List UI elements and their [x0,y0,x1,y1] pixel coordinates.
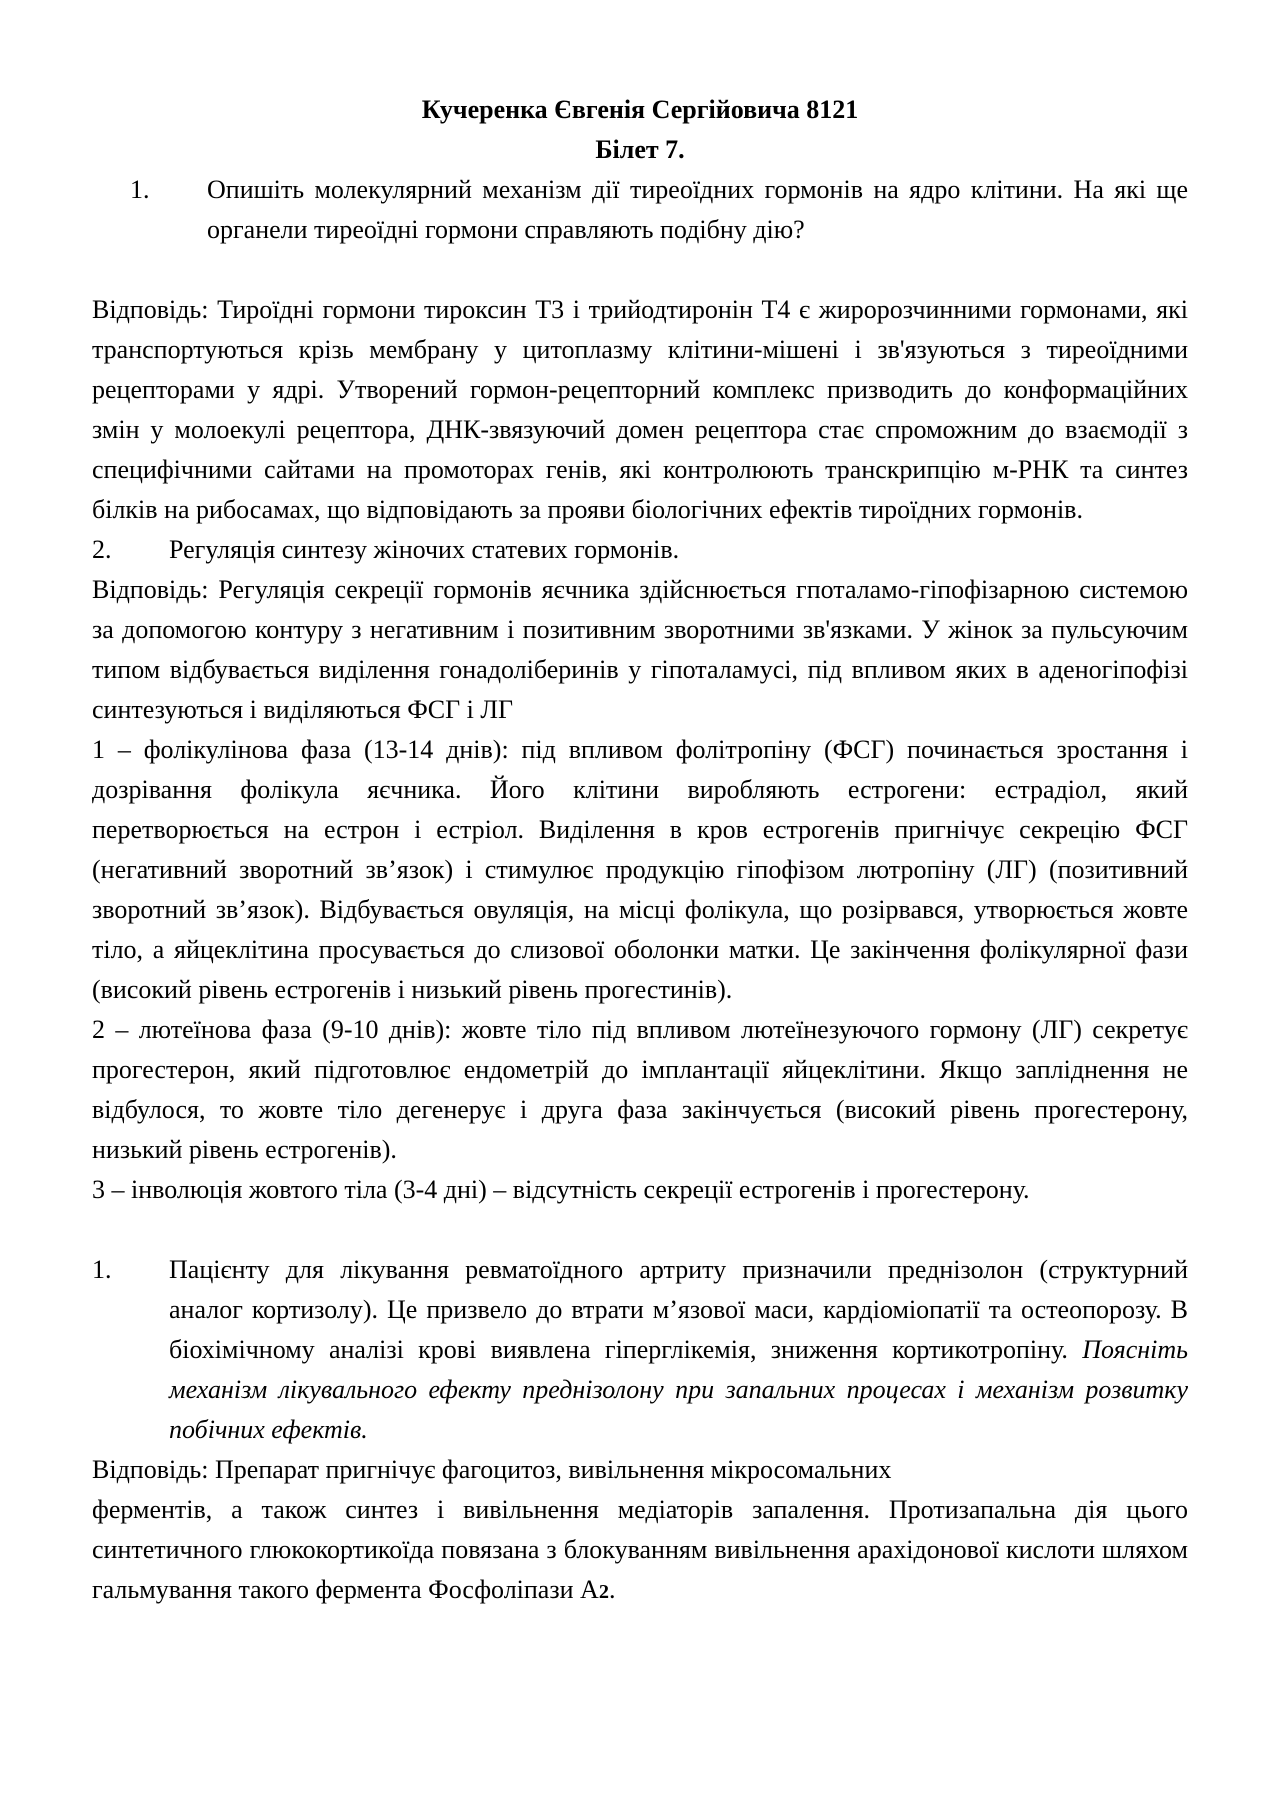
answer-3-subscript: 2 [598,1581,609,1603]
question-1-number: 1. [130,175,150,204]
answer-3-rest [92,1490,1188,1612]
question-3-text-plain: Пацієнту для лікування ревматоїдного артриту призначили преднізолон (структурний аналог кортизолу). Це призвело до втрати м’язової маси, кардіоміопатії та остеопорозу. В біохімічному аналізі крові виявлена гіперглікемія, зниження кортикотропіну. [169,1255,1188,1364]
question-3-text [169,1250,1188,1450]
question-3 [92,1250,1188,1450]
answer-1: Відповідь: Тироїдні гормони тироксин Т3 і трийодтиронін Т4 є жиророзчинними гормонами, які транспортуються крізь мембрану у цитоплазму клітини-мішені і зв'язуються з тиреоїдними рецепторами у ядрі. Утворений гормон-рецепторний комплекс призводить до конформаційних змін у молоекулі рецептора, ДНК-звязуючий домен рецептора стає спроможним до взаємодії з специфічними сайтами на промоторах генів, які контролюють транскрипцію м-РНК та синтез білків на рибосамах, що відповідають за прояви біологічних ефектів тироїдних гормонів. [92,295,1188,524]
answer-3-end: . [608,1575,616,1604]
question-2-number: 2. [92,535,112,564]
question-1 [92,170,1188,250]
answer-2-phase-2: 2 – лютеїнова фаза (9-10 днів): жовте тіло під впливом лютеїнезуючого гормону (ЛГ) секретує прогестерон, який підготовлює ендометрій до імплантації яйцеклітини. Якщо запліднення не відбулося, то жовте тіло дегенерує і друга фаза закінчується (високий рівень прогестерону, низький рівень естрогенів). [92,1015,1188,1164]
spacer [92,1210,1188,1250]
question-2 [92,530,1188,570]
answer-2-phase-1: 1 – фолікулінова фаза (13-14 днів): під впливом фолітропіну (ФСГ) починається зростання і дозрівання фолікула яєчника. Його клітини виробляють естрогени: естрадіол, який перетворюється на естрон і естріол. Виділення в кров естрогенів пригнічує секрецію ФСГ (негативний зворотний зв’язок) і стимулює продукцію гіпофізом лютропіну (ЛГ) (позитивний зворотний зв’язок). Відбувається овуляція, на місці фолікула, що розірвався, утворюється жовте тіло, а яйцеклітина просувається до слизової оболонки матки. Це закінчення фолікулярної фази (високий рівень естрогенів і низький рівень прогестинів). [92,735,1188,1004]
question-3-task: Поясніть механізм лікувального ефекту преднізолону при запальних процесах і механізм розвитку побічних ефектів. [169,1335,1188,1444]
question-3-number: 1. [92,1255,112,1284]
answer-3-rest-text: ферментів, а також синтез і вивільнення медіаторів запалення. Протизапальна дія цього синтетичного глюкокортикоїда повязана з блокуванням вивільнення арахідонової кислоти шляхом гальмування такого фермента Фосфоліпази А [92,1495,1188,1604]
author-heading: Кучеренка Євгенія Сергійовича 8121 [421,95,859,124]
spacer [92,250,1188,290]
question-1-text: Опишіть молекулярний механізм дії тиреоїдних гормонів на ядро клітини. На які ще органели тиреоїдні гормони справляють подібну дію? [207,175,1188,244]
question-2-text: Регуляція синтезу жіночих статевих гормонів. [169,535,680,564]
answer-2-intro: Відповідь: Регуляція секреції гормонів яєчника здійснюється гпоталамо-гіпофізарною системою за допомогою контуру з негативним і позитивним зворотними зв'язками. У жінок за пульсуючим типом відбувається виділення гонадоліберинів у гіпоталамусі, під впливом яких в аденогіпофізі синтезуються і виділяються ФСГ і ЛГ [92,575,1188,724]
answer-2-phase-3: 3 – інволюція жовтого тіла (3-4 дні) – відсутність секреції естрогенів і прогестерону. [92,1175,1030,1204]
ticket-heading: Білет 7. [595,135,685,164]
answer-3-line-1: Відповідь: Препарат пригнічує фагоцитоз, вивільнення мікросомальних [92,1455,892,1484]
